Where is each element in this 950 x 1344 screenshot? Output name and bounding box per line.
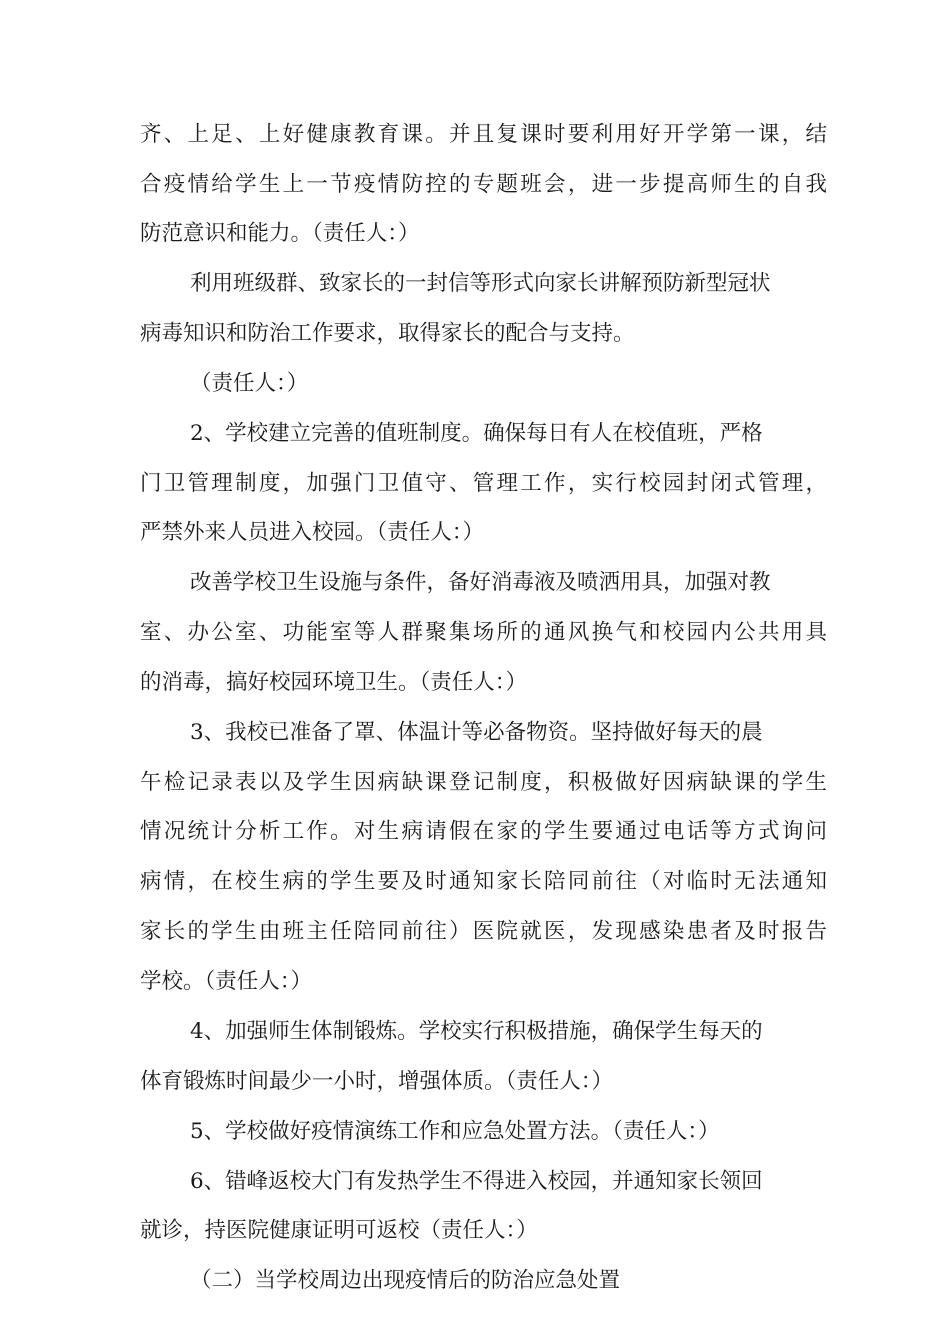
paragraph-6-line-2: 午检记录表以及学生因病缺课登记制度，积极做好因病缺课的学生: [140, 770, 827, 795]
paragraph-1-line-2: 合疫情给学生上一节疫情防控的专题班会，进一步提高师生的自我: [140, 172, 827, 197]
paragraph-6-line-6: 学校。（责任人：）: [140, 969, 313, 994]
paragraph-2-line-2: 病毒知识和防治工作要求，取得家长的配合与支持。: [140, 321, 635, 346]
paragraph-8-line-1: 5、学校做好疫情演练工作和应急处置方法。（责任人：）: [190, 1119, 720, 1144]
paragraph-7-line-2: 体育锻炼时间最少一小时，增强体质。（责任人：）: [140, 1069, 614, 1094]
paragraph-4-line-1: 2、学校建立完善的值班制度。确保每日有人在校值班，严格: [190, 421, 763, 446]
paragraph-9-line-2: 就诊，持医院健康证明可返校（责任人：）: [140, 1218, 538, 1243]
section-heading: （二）当学校周边出现疫情后的防治应急处置: [190, 1268, 621, 1293]
paragraph-6-line-4: 病情，在校生病的学生要及时通知家长陪同前往（对临时无法通知: [140, 869, 827, 894]
paragraph-9-line-1: 6、错峰返校大门有发热学生不得进入校园，并通知家长领回: [190, 1169, 763, 1194]
paragraph-4-line-2: 门卫管理制度，加强门卫值守、管理工作，实行校园封闭式管理，: [140, 471, 827, 496]
paragraph-6-line-1: 3、我校已准备了罩、体温计等必备物资。坚持做好每天的晨: [190, 720, 763, 745]
paragraph-4-line-3: 严禁外来人员进入校园。（责任人：）: [140, 520, 485, 545]
paragraph-1-line-3: 防范意识和能力。（责任人：）: [140, 221, 420, 246]
paragraph-2-line-1: 利用班级群、致家长的一封信等形式向家长讲解预防新型冠状: [190, 271, 771, 296]
paragraph-1-line-1: 齐、上足、上好健康教育课。并且复课时要利用好开学第一课，结: [140, 122, 827, 147]
paragraph-6-line-5: 家长的学生由班主任陪同前往）医院就医，发现感染患者及时报告: [140, 919, 827, 944]
paragraph-5-line-1: 改善学校卫生设施与条件，备好消毒液及喷洒用具，加强对教: [190, 570, 771, 595]
paragraph-3-line-1: （责任人：）: [190, 371, 309, 396]
paragraph-6-line-3: 情况统计分析工作。对生病请假在家的学生要通过电话等方式询问: [140, 819, 827, 844]
paragraph-7-line-1: 4、加强师生体制锻炼。学校实行积极措施，确保学生每天的: [190, 1019, 763, 1044]
paragraph-5-line-3: 的消毒，搞好校园环境卫生。（责任人：）: [140, 670, 528, 695]
paragraph-5-line-2: 室、办公室、功能室等人群聚集场所的通风换气和校园内公共用具: [140, 620, 827, 645]
